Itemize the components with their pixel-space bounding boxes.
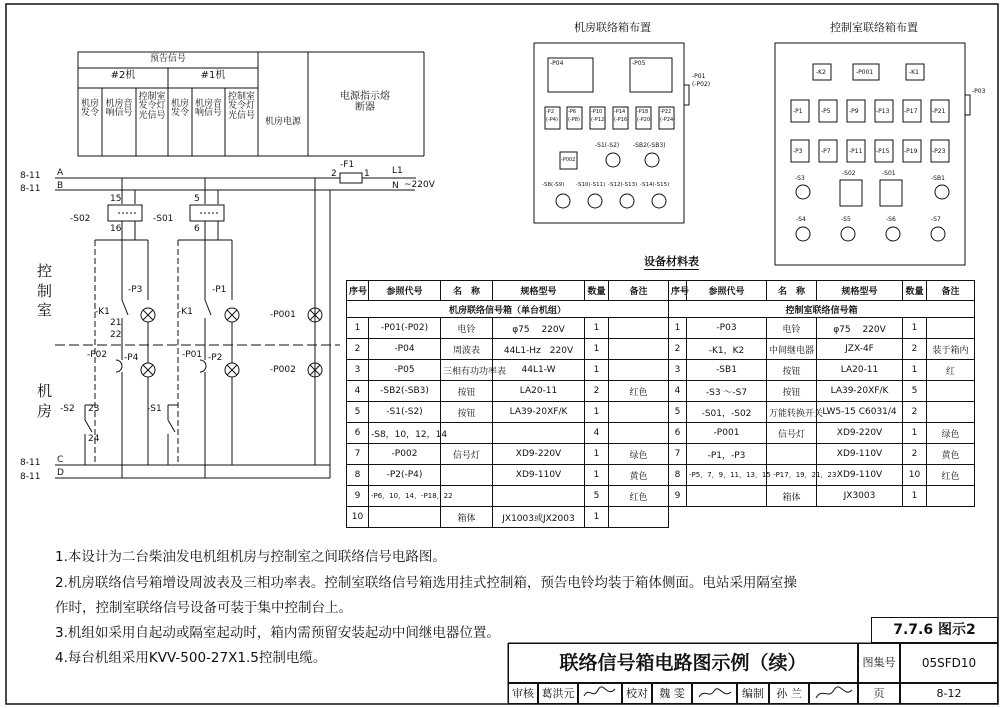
table-cell bbox=[369, 507, 441, 528]
drawing-title: 联络信号箱电路图示例（续） bbox=[508, 643, 858, 683]
table-cell: LW5-15 C6031/4 bbox=[817, 402, 903, 423]
table-row bbox=[669, 339, 975, 360]
table-cell bbox=[609, 507, 669, 528]
table-cell: 装于箱内 bbox=[927, 339, 975, 360]
ctrl-item-p03: -P03 bbox=[972, 88, 986, 95]
room-item-p04: -P04 bbox=[550, 60, 564, 67]
check-label: 校对 bbox=[622, 683, 652, 704]
header-col-power: 机房电源 bbox=[264, 117, 301, 127]
room-item-s10: -S10(-S11) bbox=[576, 182, 606, 188]
pin-15: 15 bbox=[110, 194, 122, 204]
ctrl-item-p3: -P3 bbox=[793, 148, 803, 155]
bell-p01: -P01 bbox=[182, 350, 203, 360]
room-item-p002: -P002 bbox=[561, 157, 576, 163]
col-name: 名 称 bbox=[441, 281, 493, 301]
ctrl-panel-title: 控制室联络箱布置 bbox=[830, 21, 918, 34]
table-cell: 按钮 bbox=[767, 381, 817, 402]
note-4: 4.每台机组采用KVV-500-27X1.5控制电缆。 bbox=[55, 650, 327, 666]
table-cell: 2 bbox=[903, 339, 927, 360]
room-item-p18: -P18 bbox=[637, 109, 649, 115]
equipment-table-right bbox=[668, 280, 975, 507]
signature-mark bbox=[810, 684, 857, 703]
table-cell: XD9-220V bbox=[493, 444, 585, 465]
voltage-label: ~220V bbox=[404, 180, 435, 190]
table-cell: 4 bbox=[347, 381, 369, 402]
drafter-name: 孙 兰 bbox=[769, 683, 809, 704]
equipment-table-left bbox=[346, 280, 669, 528]
table-cell: -P6，10，14，-P18，22 bbox=[369, 486, 441, 507]
note-2-cont: 作时，控制室联络信号设备可装于集中控制台上。 bbox=[55, 600, 352, 616]
header-title: 预告信号 bbox=[149, 54, 186, 64]
pin-24: 24 bbox=[88, 434, 100, 444]
signature-mark bbox=[579, 684, 621, 703]
table-cell: 1 bbox=[669, 318, 687, 339]
table-cell bbox=[609, 318, 669, 339]
table-cell: XD9-110V bbox=[817, 444, 903, 465]
ctrl-item-s3: -S3 bbox=[795, 175, 805, 182]
room-panel-title: 机房联络箱布置 bbox=[574, 21, 651, 34]
table-cell: -S8，10，12，14 bbox=[369, 423, 441, 444]
table-cell: 按钮 bbox=[441, 402, 493, 423]
room-item-s12: -S12(-S13) bbox=[608, 182, 638, 188]
room-item-p14: -P14 bbox=[614, 109, 626, 115]
col-index: 序号 bbox=[347, 281, 369, 301]
table-cell: 按钮 bbox=[767, 360, 817, 381]
col-remark: 备注 bbox=[927, 281, 975, 301]
ctrl-item-p11: -P11 bbox=[849, 148, 863, 155]
lamp-p4: -P4 bbox=[124, 353, 139, 363]
table-cell: 9 bbox=[347, 486, 369, 507]
table-cell bbox=[609, 402, 669, 423]
checker-signature bbox=[692, 683, 737, 704]
lamp-p3: -P3 bbox=[128, 285, 143, 295]
phase-c: C bbox=[57, 455, 64, 465]
table-cell: 绿色 bbox=[927, 423, 975, 444]
note-2: 2.机房联络信号箱增设周波表及三相功率表。控制室联络信号箱选用挂式控制箱，预告电铃均装于箱体侧面。电站采用隔室操 bbox=[55, 575, 797, 591]
atlas-number: 05SFD10 bbox=[900, 643, 998, 683]
table-cell: 1 bbox=[903, 360, 927, 381]
room-item-p8: (-P8) bbox=[568, 117, 580, 123]
lamp-p001: -P001 bbox=[270, 310, 296, 320]
ctrl-item-k2: -K2 bbox=[816, 69, 826, 76]
equipment-table-title: 设备材料表 bbox=[644, 255, 699, 268]
table-cell: 红 bbox=[927, 360, 975, 381]
room-item-p02: (-P02) bbox=[692, 81, 711, 88]
table-cell: 5 bbox=[347, 402, 369, 423]
ctrl-item-p5: -P5 bbox=[821, 108, 831, 115]
room-item-p05: -P05 bbox=[632, 60, 646, 67]
section-number: 7.7.6 图示2 bbox=[871, 617, 998, 643]
room-item-p24: (-P24) bbox=[660, 117, 676, 123]
table-row bbox=[669, 318, 975, 339]
page-label: 页 bbox=[858, 683, 900, 704]
table-cell: 电铃 bbox=[441, 318, 493, 339]
ctrl-item-s6: -S6 bbox=[886, 216, 896, 223]
room-item-p10: -P10 bbox=[591, 109, 603, 115]
table-cell bbox=[767, 444, 817, 465]
phase-b: B bbox=[57, 181, 64, 191]
table-cell: XD9-220V bbox=[817, 423, 903, 444]
table-cell: JX3003 bbox=[817, 486, 903, 507]
table-row bbox=[347, 486, 669, 507]
pin-6: 6 bbox=[194, 224, 200, 234]
table-cell: 红色 bbox=[609, 381, 669, 402]
table-cell: 1 bbox=[585, 507, 609, 528]
table-cell: 6 bbox=[347, 423, 369, 444]
table-cell: LA39-20XF/K bbox=[817, 381, 903, 402]
ctrl-item-s5: -S5 bbox=[841, 216, 851, 223]
bus-label-c: 8-11 bbox=[20, 458, 41, 468]
switch-s01: -S01 bbox=[153, 214, 174, 224]
button-s2: -S2 bbox=[60, 404, 75, 414]
table-cell: 按钮 bbox=[441, 381, 493, 402]
table-cell: 5 bbox=[903, 381, 927, 402]
table-cell: 黄色 bbox=[927, 444, 975, 465]
table-cell: 1 bbox=[903, 486, 927, 507]
table-cell bbox=[441, 465, 493, 486]
pin-21: 21 bbox=[110, 318, 122, 328]
bus-label-b: 8-11 bbox=[20, 184, 41, 194]
fuse-label: -F1 bbox=[340, 160, 355, 170]
col-name: 名 称 bbox=[767, 281, 817, 301]
table-cell: 1 bbox=[585, 465, 609, 486]
ctrl-item-sb1: -SB1 bbox=[931, 175, 945, 182]
room-item-p6: -P6 bbox=[568, 109, 577, 115]
header-col-ctrl-1: 控制室发令灯光信号 bbox=[227, 92, 255, 121]
table-cell bbox=[609, 423, 669, 444]
table-cell: -S1(-S2) bbox=[369, 402, 441, 423]
table-cell: -S01，-S02 bbox=[687, 402, 767, 423]
table-cell: 绿色 bbox=[609, 444, 669, 465]
reviewer-signature bbox=[578, 683, 622, 704]
pin-5: 5 bbox=[194, 194, 200, 204]
zone-control-room: 控制室 bbox=[37, 262, 53, 319]
switch-s02: -S02 bbox=[70, 214, 91, 224]
table-cell: 箱体 bbox=[441, 507, 493, 528]
table-cell: -P5，7，9，11，13，15 -P17，19，21，23 bbox=[687, 465, 767, 486]
room-item-p22: -P22 bbox=[660, 109, 672, 115]
table-cell: -P05 bbox=[369, 360, 441, 381]
ctrl-item-p13: -P13 bbox=[876, 108, 890, 115]
lamp-p2: -P2 bbox=[208, 353, 223, 363]
header-unit1: #1机 bbox=[200, 70, 226, 81]
ctrl-item-p7: -P7 bbox=[821, 148, 831, 155]
table-cell: LA20-11 bbox=[493, 381, 585, 402]
room-item-s8: -S8(-S9) bbox=[542, 182, 565, 188]
right-rows bbox=[669, 318, 975, 507]
ctrl-item-p19: -P19 bbox=[904, 148, 918, 155]
fuse-pin-1: 1 bbox=[364, 169, 370, 179]
table-cell: XD9-110V bbox=[817, 465, 903, 486]
signature-mark bbox=[693, 684, 736, 703]
table-cell: 中间继电器 bbox=[767, 339, 817, 360]
col-ref: 参照代号 bbox=[369, 281, 441, 301]
table-cell: 7 bbox=[669, 444, 687, 465]
table-cell: 1 bbox=[903, 318, 927, 339]
table-cell bbox=[687, 486, 767, 507]
table-cell: -P04 bbox=[369, 339, 441, 360]
table-cell bbox=[493, 423, 585, 444]
table-cell: 10 bbox=[347, 507, 369, 528]
table-cell: 2 bbox=[669, 339, 687, 360]
table-cell: -P001 bbox=[687, 423, 767, 444]
table-cell: φ75 220V bbox=[493, 318, 585, 339]
table-cell bbox=[927, 381, 975, 402]
button-s1: -S1 bbox=[147, 404, 162, 414]
line-n: N bbox=[392, 181, 399, 191]
table-cell: 1 bbox=[347, 318, 369, 339]
table-row bbox=[347, 339, 669, 360]
room-item-sb2: -SB2(-SB3) bbox=[633, 142, 666, 149]
col-remark: 备注 bbox=[609, 281, 669, 301]
table-row bbox=[347, 402, 669, 423]
room-item-s14: -S14(-S15) bbox=[640, 182, 670, 188]
table-cell: 5 bbox=[669, 402, 687, 423]
room-item-p20: (-P20) bbox=[637, 117, 653, 123]
relay-k1-2: -K1 bbox=[95, 307, 110, 317]
table-cell bbox=[609, 339, 669, 360]
room-item-p01: -P01 bbox=[692, 73, 706, 80]
table-cell: 1 bbox=[585, 444, 609, 465]
table-row bbox=[669, 465, 975, 486]
room-item-p4: (-P4) bbox=[546, 117, 558, 123]
table-cell: 2 bbox=[903, 444, 927, 465]
header-col-sound-2: 机房音响信号 bbox=[105, 99, 133, 119]
table-cell bbox=[927, 486, 975, 507]
table-cell: JZX-4F bbox=[817, 339, 903, 360]
table-cell: 1 bbox=[903, 423, 927, 444]
bus-label-d: 8-11 bbox=[20, 472, 41, 482]
table-row bbox=[669, 402, 975, 423]
ctrl-item-s7: -S7 bbox=[931, 216, 941, 223]
ctrl-item-p001: -P001 bbox=[856, 69, 874, 76]
header-col-start-1: 机房发令 bbox=[170, 99, 189, 119]
bell-p02: -P02 bbox=[87, 350, 108, 360]
pin-16: 16 bbox=[110, 224, 122, 234]
table-row bbox=[347, 318, 669, 339]
table-row bbox=[669, 423, 975, 444]
phase-a: A bbox=[57, 168, 64, 178]
table-row bbox=[669, 360, 975, 381]
table-cell: LA20-11 bbox=[817, 360, 903, 381]
table-cell bbox=[493, 486, 585, 507]
table-cell: 2 bbox=[903, 402, 927, 423]
left-rows bbox=[347, 318, 669, 528]
lamp-p002: -P002 bbox=[270, 365, 296, 375]
table-cell: 黄色 bbox=[609, 465, 669, 486]
lamp-p1: -P1 bbox=[212, 285, 227, 295]
line-l1: L1 bbox=[392, 166, 403, 176]
room-item-p2: -P2 bbox=[546, 109, 555, 115]
table-cell: 2 bbox=[347, 339, 369, 360]
phase-d: D bbox=[57, 468, 64, 478]
col-index: 序号 bbox=[669, 281, 687, 301]
table-cell: 1 bbox=[585, 339, 609, 360]
relay-k1-1: -K1 bbox=[178, 307, 193, 317]
review-label: 审核 bbox=[508, 683, 538, 704]
table-cell: -S3 ～-S7 bbox=[687, 381, 767, 402]
table-cell: 信号灯 bbox=[441, 444, 493, 465]
checker-name: 魏 雯 bbox=[652, 683, 692, 704]
table-cell: 周波表 bbox=[441, 339, 493, 360]
page-number: 8-12 bbox=[900, 683, 998, 704]
ctrl-item-p23: -P23 bbox=[932, 148, 946, 155]
table-cell: 3 bbox=[347, 360, 369, 381]
table-cell: 1 bbox=[585, 318, 609, 339]
table-row bbox=[669, 486, 975, 507]
table-cell: 8 bbox=[669, 465, 687, 486]
table-cell: -P1，-P3 bbox=[687, 444, 767, 465]
table-cell: LA39-20XF/K bbox=[493, 402, 585, 423]
ctrl-item-p21: -P21 bbox=[932, 108, 946, 115]
table-subtitle: 控制室联络信号箱 bbox=[669, 301, 975, 318]
header-col-sound-1: 机房音响信号 bbox=[194, 99, 222, 119]
table-cell: -P2(-P4) bbox=[369, 465, 441, 486]
table-cell: 信号灯 bbox=[767, 423, 817, 444]
col-spec: 规格型号 bbox=[817, 281, 903, 301]
table-cell: 红色 bbox=[609, 486, 669, 507]
bus-label-a: 8-11 bbox=[20, 171, 41, 181]
ctrl-item-s4: -S4 bbox=[796, 216, 806, 223]
table-cell: 4 bbox=[669, 381, 687, 402]
ctrl-item-p9: -P9 bbox=[849, 108, 859, 115]
table-cell bbox=[441, 423, 493, 444]
table-cell: 1 bbox=[585, 402, 609, 423]
note-3: 3.机组如采用自起动或隔室起动时，箱内需预留安装起动中间继电器位置。 bbox=[55, 625, 500, 641]
table-row bbox=[347, 507, 669, 528]
table-cell: -SB1 bbox=[687, 360, 767, 381]
note-1: 1.本设计为二台柴油发电机组机房与控制室之间联络信号电路图。 bbox=[55, 549, 446, 565]
table-cell bbox=[609, 360, 669, 381]
table-row bbox=[347, 423, 669, 444]
table-cell: 8 bbox=[347, 465, 369, 486]
pin-22: 22 bbox=[110, 330, 122, 340]
draw-label: 编制 bbox=[737, 683, 769, 704]
reviewer-name: 葛洪元 bbox=[538, 683, 578, 704]
col-ref: 参照代号 bbox=[687, 281, 767, 301]
ctrl-item-s02: -S02 bbox=[842, 170, 856, 177]
table-cell: -P01(-P02) bbox=[369, 318, 441, 339]
table-subtitle: 机房联络信号箱（单台机组） bbox=[347, 301, 669, 318]
ctrl-item-p17: -P17 bbox=[904, 108, 918, 115]
drafter-signature bbox=[809, 683, 858, 704]
room-item-p16: (-P16) bbox=[614, 117, 630, 123]
table-cell: 1 bbox=[585, 360, 609, 381]
table-cell bbox=[927, 318, 975, 339]
table-cell bbox=[927, 402, 975, 423]
table-cell: 3 bbox=[669, 360, 687, 381]
table-cell: 7 bbox=[347, 444, 369, 465]
col-qty: 数量 bbox=[585, 281, 609, 301]
header-unit2: #2机 bbox=[110, 70, 136, 81]
room-item-p12: (-P12) bbox=[591, 117, 607, 123]
col-spec: 规格型号 bbox=[493, 281, 585, 301]
table-cell: -P03 bbox=[687, 318, 767, 339]
table-row bbox=[347, 381, 669, 402]
table-cell: 电铃 bbox=[767, 318, 817, 339]
ctrl-item-p15: -P15 bbox=[876, 148, 890, 155]
header-col-ctrl-2: 控制室发令灯光信号 bbox=[138, 92, 166, 121]
col-qty: 数量 bbox=[903, 281, 927, 301]
table-cell: 箱体 bbox=[767, 486, 817, 507]
table-cell: 44L1-Hz 220V bbox=[493, 339, 585, 360]
table-cell: 6 bbox=[669, 423, 687, 444]
table-cell: -SB2(-SB3) bbox=[369, 381, 441, 402]
ctrl-item-k1: -K1 bbox=[909, 69, 919, 76]
table-row bbox=[347, 360, 669, 381]
ctrl-item-p1: -P1 bbox=[793, 108, 803, 115]
table-cell: -K1，K2 bbox=[687, 339, 767, 360]
table-cell: XD9-110V bbox=[493, 465, 585, 486]
table-cell: 5 bbox=[585, 486, 609, 507]
table-cell: 2 bbox=[585, 381, 609, 402]
table-row bbox=[669, 381, 975, 402]
table-cell: 44L1-W bbox=[493, 360, 585, 381]
table-cell: 三相有功功率表 bbox=[441, 360, 493, 381]
table-row bbox=[669, 444, 975, 465]
table-cell: 4 bbox=[585, 423, 609, 444]
zone-machine-room: 机房 bbox=[37, 382, 53, 420]
room-item-s1: -S1(-S2) bbox=[595, 142, 620, 149]
table-cell: 9 bbox=[669, 486, 687, 507]
table-cell: 万能转换开关 bbox=[767, 402, 817, 423]
header-col-fuse: 电源指示熔断器 bbox=[340, 91, 390, 113]
table-row bbox=[347, 444, 669, 465]
table-cell: JX1003或JX2003 bbox=[493, 507, 585, 528]
atlas-label: 图集号 bbox=[858, 643, 900, 683]
table-cell: φ75 220V bbox=[817, 318, 903, 339]
table-cell: 红色 bbox=[927, 465, 975, 486]
pin-23: 23 bbox=[88, 404, 100, 414]
table-row bbox=[347, 465, 669, 486]
table-cell: -P002 bbox=[369, 444, 441, 465]
ctrl-item-s01: -S01 bbox=[882, 170, 896, 177]
header-col-start-2: 机房发令 bbox=[80, 99, 99, 119]
table-cell: 10 bbox=[903, 465, 927, 486]
fuse-pin-2: 2 bbox=[331, 169, 337, 179]
